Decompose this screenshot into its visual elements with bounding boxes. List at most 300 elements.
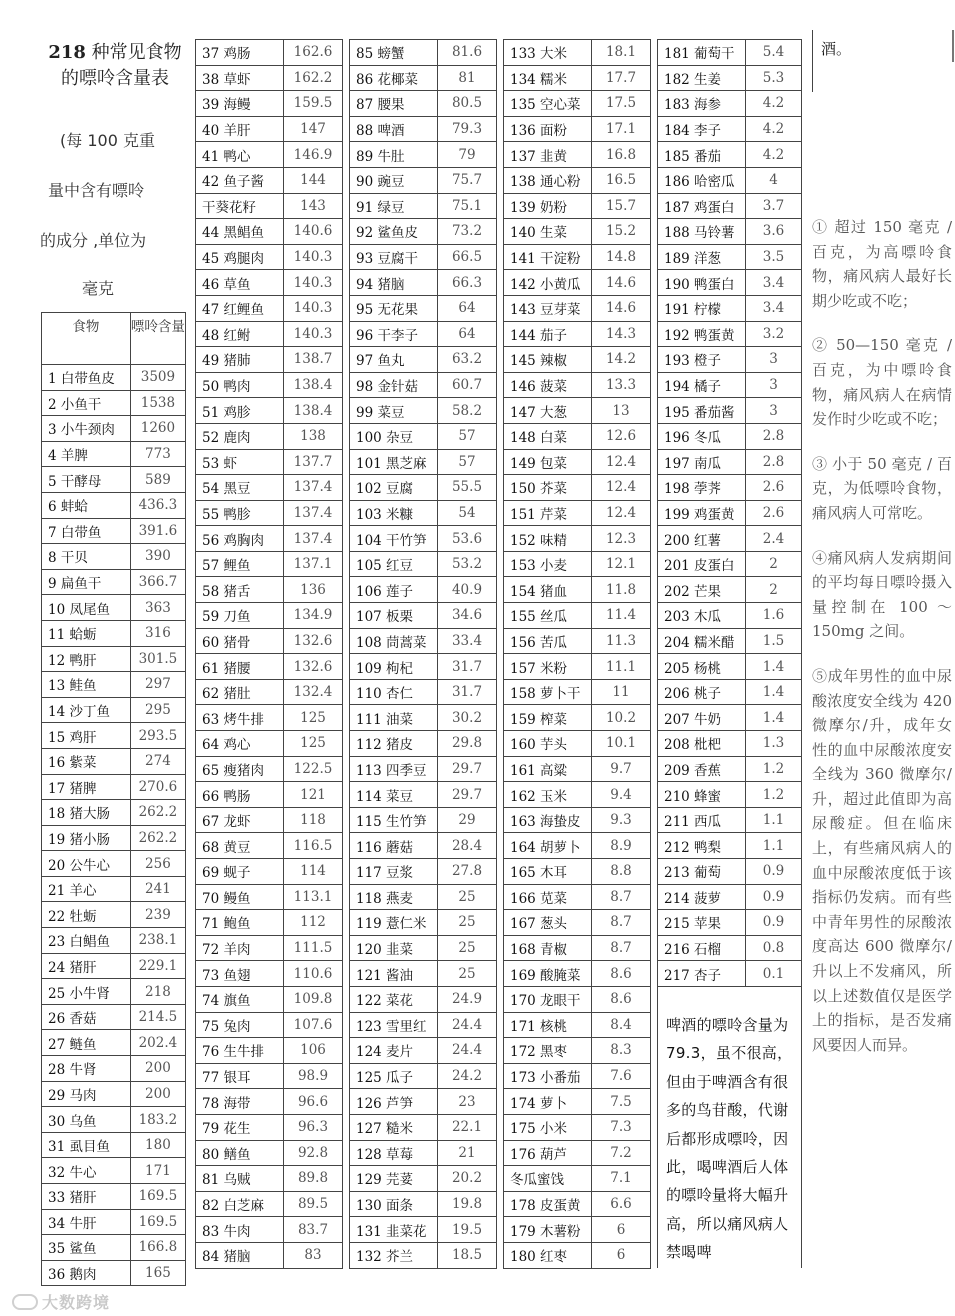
table-row [350, 935, 497, 961]
table-row [42, 979, 186, 1005]
purine-value: 121 [284, 782, 343, 808]
food-name: 193 橙子 [658, 347, 746, 373]
purine-value: 301.5 [130, 646, 185, 672]
food-name: 120 韭菜 [350, 935, 438, 961]
table-row [42, 1056, 186, 1082]
purine-value: 316 [130, 620, 185, 646]
purine-value: 122.5 [284, 756, 343, 782]
beer-note-tail: 酒。 [812, 30, 952, 92]
food-name: 176 葫芦 [504, 1140, 592, 1166]
purine-value: 1.5 [746, 628, 802, 654]
table-row [350, 347, 497, 373]
table-row [196, 372, 343, 398]
table-row [504, 910, 651, 936]
purine-value: 10.2 [592, 705, 651, 731]
food-name: 165 木耳 [504, 859, 592, 885]
table-row [42, 1081, 186, 1107]
purine-value: 134.9 [284, 603, 343, 629]
table-row [42, 672, 186, 698]
table-row [504, 423, 651, 449]
table-row [196, 577, 343, 603]
food-name: 83 牛肉 [196, 1217, 284, 1243]
food-name: 80 鳝鱼 [196, 1140, 284, 1166]
table-row [350, 449, 497, 475]
food-name: 108 茼蒿菜 [350, 628, 438, 654]
food-name: 183 海参 [658, 91, 746, 117]
food-name: 172 黑枣 [504, 1038, 592, 1064]
purine-value: 19.5 [438, 1217, 497, 1243]
food-name: 60 猪骨 [196, 628, 284, 654]
table-row [350, 295, 497, 321]
purine-value: 83 [284, 1242, 343, 1268]
food-name: 39 海鳗 [196, 91, 284, 117]
food-name: 28 牛肾 [42, 1056, 131, 1082]
food-name: 173 小番茄 [504, 1063, 592, 1089]
food-name: 6 蚌蛤 [42, 492, 131, 518]
purine-value: 297 [130, 672, 185, 698]
table-row [504, 756, 651, 782]
food-name: 129 芫荽 [350, 1166, 438, 1192]
table-row [658, 884, 802, 910]
table-row [504, 1012, 651, 1038]
purine-value: 137.1 [284, 551, 343, 577]
purine-value: 125 [284, 731, 343, 757]
food-name: 19 猪小肠 [42, 825, 131, 851]
purine-value: 132.4 [284, 679, 343, 705]
note-3: ③ 小于 50 毫克 / 百克，为低嘌呤食物，痛风病人可常吃。 [812, 454, 952, 522]
food-name: 4 羊脾 [42, 441, 131, 467]
purine-value: 11.1 [592, 654, 651, 680]
purine-value: 229.1 [130, 953, 185, 979]
purine-table-1 [41, 312, 186, 1286]
food-name: 29 马肉 [42, 1081, 131, 1107]
food-name: 204 糯米醋 [658, 628, 746, 654]
food-name: 164 胡萝卜 [504, 833, 592, 859]
purine-value: 73.2 [438, 219, 497, 245]
food-name: 152 味精 [504, 526, 592, 552]
food-name: 207 牛奶 [658, 705, 746, 731]
table-row [504, 859, 651, 885]
table-row [658, 142, 802, 168]
table-row [504, 628, 651, 654]
subtitle-line-2: 量中含有嘌呤 [48, 181, 145, 200]
food-name: 27 鲢鱼 [42, 1030, 131, 1056]
food-name: 107 板栗 [350, 603, 438, 629]
purine-value: 241 [130, 876, 185, 902]
table-row [350, 423, 497, 449]
food-name: 109 枸杞 [350, 654, 438, 680]
table-row [42, 953, 186, 979]
food-name: 199 鸡蛋黄 [658, 500, 746, 526]
food-name: 91 绿豆 [350, 193, 438, 219]
purine-value: 83.7 [284, 1217, 343, 1243]
purine-value: 1.1 [746, 807, 802, 833]
purine-value: 200 [130, 1056, 185, 1082]
purine-value: 1.4 [746, 679, 802, 705]
table-row [196, 1089, 343, 1115]
food-name: 90 豌豆 [350, 167, 438, 193]
table-row [658, 398, 802, 424]
food-name: 68 黄豆 [196, 833, 284, 859]
food-name: 96 干李子 [350, 321, 438, 347]
purine-value: 58.2 [438, 398, 497, 424]
purine-value: 3.2 [746, 321, 802, 347]
table-row [658, 295, 802, 321]
table-row [658, 782, 802, 808]
purine-value: 363 [130, 595, 185, 621]
food-name: 93 豆腐干 [350, 244, 438, 270]
purine-value: 137.4 [284, 526, 343, 552]
table-row [504, 782, 651, 808]
purine-value: 270.6 [130, 774, 185, 800]
purine-value: 118 [284, 807, 343, 833]
food-name: 11 蛤蛎 [42, 620, 131, 646]
food-name: 54 黑豆 [196, 475, 284, 501]
table-row [42, 1132, 186, 1158]
purine-value: 14.6 [592, 270, 651, 296]
purine-value: 12.1 [592, 551, 651, 577]
food-name: 74 旗鱼 [196, 986, 284, 1012]
food-name: 137 韭黄 [504, 142, 592, 168]
table-row [350, 679, 497, 705]
purine-value: 274 [130, 748, 185, 774]
purine-value: 18.5 [438, 1242, 497, 1268]
table-row [350, 40, 497, 66]
food-name: 98 金针菇 [350, 372, 438, 398]
purine-value: 137.4 [284, 475, 343, 501]
purine-value: 11.4 [592, 603, 651, 629]
food-name: 44 黑鲳鱼 [196, 219, 284, 245]
table-row [196, 347, 343, 373]
food-name: 166 苋菜 [504, 884, 592, 910]
table-row [350, 219, 497, 245]
table-row [350, 142, 497, 168]
table-row [196, 1038, 343, 1064]
table-row [42, 902, 186, 928]
purine-value: 28.4 [438, 833, 497, 859]
table-row [196, 807, 343, 833]
purine-value: 57 [438, 449, 497, 475]
table-row [658, 65, 802, 91]
food-name: 133 大米 [504, 40, 592, 66]
purine-value: 5.3 [746, 65, 802, 91]
header-purine: 嘌呤含量 [130, 313, 185, 365]
food-name: 24 猪肝 [42, 953, 131, 979]
purine-value: 4.2 [746, 91, 802, 117]
food-name: 48 红鲋 [196, 321, 284, 347]
purine-value: 9.3 [592, 807, 651, 833]
table-row [504, 731, 651, 757]
purine-value: 25 [438, 910, 497, 936]
purine-value: 4.2 [746, 142, 802, 168]
table-row [42, 1184, 186, 1210]
food-name: 155 丝瓜 [504, 603, 592, 629]
table-row [350, 859, 497, 885]
food-name: 9 扁鱼干 [42, 569, 131, 595]
purine-value: 17.5 [592, 91, 651, 117]
table-row [504, 347, 651, 373]
purine-value: 25 [438, 961, 497, 987]
purine-value: 436.3 [130, 492, 185, 518]
purine-value: 13.3 [592, 372, 651, 398]
table-row [504, 935, 651, 961]
food-name: 213 葡萄 [658, 859, 746, 885]
table-row [350, 807, 497, 833]
food-name: 143 豆芽菜 [504, 295, 592, 321]
food-name: 69 蚬子 [196, 859, 284, 885]
table-row [196, 1063, 343, 1089]
purine-value: 7.5 [592, 1089, 651, 1115]
table-row [196, 782, 343, 808]
food-name: 89 牛肚 [350, 142, 438, 168]
table-row [196, 1114, 343, 1140]
table-row [504, 270, 651, 296]
purine-value: 66.5 [438, 244, 497, 270]
food-name: 195 番茄酱 [658, 398, 746, 424]
purine-value: 3.4 [746, 270, 802, 296]
food-name: 169 酸腌菜 [504, 961, 592, 987]
notes-section [812, 215, 952, 1057]
food-name: 118 燕麦 [350, 884, 438, 910]
purine-value: 162.2 [284, 65, 343, 91]
table-row [196, 270, 343, 296]
purine-value: 3.5 [746, 244, 802, 270]
food-name: 150 芥菜 [504, 475, 592, 501]
subtitle-line-1: (每 100 克重 [60, 131, 155, 150]
purine-value: 25 [438, 935, 497, 961]
table-row [350, 116, 497, 142]
purine-value: 66.3 [438, 270, 497, 296]
table-row [658, 423, 802, 449]
table-row [350, 654, 497, 680]
table-row [350, 1038, 497, 1064]
purine-value: 180 [130, 1132, 185, 1158]
food-name: 40 羊肝 [196, 116, 284, 142]
food-name: 175 小米 [504, 1114, 592, 1140]
purine-value: 8.7 [592, 935, 651, 961]
food-name: 151 芹菜 [504, 500, 592, 526]
table-row [42, 544, 186, 570]
food-name: 25 小牛肾 [42, 979, 131, 1005]
purine-value: 166.8 [130, 1235, 185, 1261]
table-row [42, 595, 186, 621]
purine-value: 31.7 [438, 654, 497, 680]
food-name: 51 鸡胗 [196, 398, 284, 424]
food-name: 148 白菜 [504, 423, 592, 449]
purine-value: 16.5 [592, 167, 651, 193]
table-row [42, 1107, 186, 1133]
food-name: 115 生竹笋 [350, 807, 438, 833]
purine-value: 6 [592, 1217, 651, 1243]
food-name: 141 干淀粉 [504, 244, 592, 270]
food-name: 113 四季豆 [350, 756, 438, 782]
purine-value: 159.5 [284, 91, 343, 117]
purine-value: 169.5 [130, 1209, 185, 1235]
table-row [658, 603, 802, 629]
food-name: 75 兔肉 [196, 1012, 284, 1038]
food-name: 216 石榴 [658, 935, 746, 961]
table-header-row [42, 313, 186, 365]
table-row [42, 646, 186, 672]
food-name: 117 豆浆 [350, 859, 438, 885]
purine-value: 2.8 [746, 423, 802, 449]
table-row [504, 321, 651, 347]
purine-value: 8.8 [592, 859, 651, 885]
purine-value: 30.2 [438, 705, 497, 731]
food-name: 153 小麦 [504, 551, 592, 577]
purine-value: 214.5 [130, 1004, 185, 1030]
note-2: ② 50—150 毫克 / 百克，为中嘌呤食物，痛风病人在病情发作时少吃或不吃； [812, 336, 952, 429]
table-row [658, 116, 802, 142]
food-name: 65 瘦猪肉 [196, 756, 284, 782]
food-name: 111 油菜 [350, 705, 438, 731]
food-name: 194 橘子 [658, 372, 746, 398]
table-row [42, 876, 186, 902]
purine-value: 14.6 [592, 295, 651, 321]
food-name: 181 葡萄干 [658, 40, 746, 66]
food-name: 147 大葱 [504, 398, 592, 424]
purine-value: 31.7 [438, 679, 497, 705]
purine-value: 1.1 [746, 833, 802, 859]
purine-value: 0.9 [746, 910, 802, 936]
purine-value: 98.9 [284, 1063, 343, 1089]
table-row [504, 244, 651, 270]
table-row [42, 492, 186, 518]
purine-value: 116.5 [284, 833, 343, 859]
table-row [350, 603, 497, 629]
table-row [504, 1038, 651, 1064]
purine-value: 81 [438, 65, 497, 91]
food-name: 77 银耳 [196, 1063, 284, 1089]
subtitle-line-4: 毫克 [82, 279, 115, 298]
title-number: 218 [48, 42, 86, 63]
purine-value: 5.4 [746, 40, 802, 66]
table-row [504, 167, 651, 193]
food-name: 21 羊心 [42, 876, 131, 902]
purine-value: 589 [130, 467, 185, 493]
table-row [350, 1191, 497, 1217]
food-name: 198 荸荠 [658, 475, 746, 501]
table-row [658, 449, 802, 475]
purine-value: 144 [284, 167, 343, 193]
purine-value: 4 [746, 167, 802, 193]
food-name: 1 白带鱼皮 [42, 365, 131, 391]
purine-value: 146.9 [284, 142, 343, 168]
food-name: 196 冬瓜 [658, 423, 746, 449]
food-name: 167 葱头 [504, 910, 592, 936]
table-row [196, 679, 343, 705]
purine-value: 24.4 [438, 1038, 497, 1064]
table-row [658, 347, 802, 373]
purine-value: 0.9 [746, 859, 802, 885]
purine-value: 64 [438, 321, 497, 347]
food-name: 106 莲子 [350, 577, 438, 603]
table-row [504, 986, 651, 1012]
table-row [658, 40, 802, 66]
purine-value: 262.2 [130, 800, 185, 826]
table-row [504, 1114, 651, 1140]
table-row [350, 1166, 497, 1192]
food-name: 122 菜花 [350, 986, 438, 1012]
purine-value: 8.7 [592, 910, 651, 936]
table-row [504, 1217, 651, 1243]
purine-value: 17.7 [592, 65, 651, 91]
food-name: 59 刀鱼 [196, 603, 284, 629]
table-row [196, 321, 343, 347]
purine-value: 200 [130, 1081, 185, 1107]
purine-table-3 [349, 39, 497, 1269]
purine-value: 256 [130, 851, 185, 877]
purine-value: 114 [284, 859, 343, 885]
table-row [42, 1260, 186, 1286]
table-row [350, 986, 497, 1012]
purine-value: 2.6 [746, 475, 802, 501]
purine-value: 0.9 [746, 884, 802, 910]
food-name: 124 麦片 [350, 1038, 438, 1064]
food-name: 26 香菇 [42, 1004, 131, 1030]
food-name: 170 龙眼干 [504, 986, 592, 1012]
table-row [196, 1217, 343, 1243]
purine-value: 3 [746, 398, 802, 424]
table-row [504, 603, 651, 629]
food-name: 94 猪脑 [350, 270, 438, 296]
purine-value: 12.6 [592, 423, 651, 449]
table-row [196, 731, 343, 757]
table-row [350, 1140, 497, 1166]
food-name: 188 马铃薯 [658, 219, 746, 245]
purine-value: 1538 [130, 390, 185, 416]
table-row [658, 705, 802, 731]
table-row [504, 577, 651, 603]
table-row [196, 91, 343, 117]
food-name: 5 干酵母 [42, 467, 131, 493]
purine-value: 3.6 [746, 219, 802, 245]
purine-value: 9.7 [592, 756, 651, 782]
food-name: 206 桃子 [658, 679, 746, 705]
food-name: 126 芦笋 [350, 1089, 438, 1115]
food-name: 154 猪血 [504, 577, 592, 603]
table-row [504, 551, 651, 577]
food-name: 47 红鲤鱼 [196, 295, 284, 321]
purine-value: 171 [130, 1158, 185, 1184]
purine-value: 55.5 [438, 475, 497, 501]
table-row [658, 500, 802, 526]
food-name: 186 哈密瓜 [658, 167, 746, 193]
table-row [42, 441, 186, 467]
title-text: 种常见食物的嘌呤含量表 [61, 42, 182, 89]
purine-value: 53.2 [438, 551, 497, 577]
purine-value: 113.1 [284, 884, 343, 910]
purine-value: 53.6 [438, 526, 497, 552]
food-name: 182 生姜 [658, 65, 746, 91]
table-row [658, 654, 802, 680]
food-name: 144 茄子 [504, 321, 592, 347]
purine-value: 12.3 [592, 526, 651, 552]
purine-value: 1.3 [746, 731, 802, 757]
purine-value: 13 [592, 398, 651, 424]
purine-value: 96.6 [284, 1089, 343, 1115]
purine-value: 11.8 [592, 577, 651, 603]
purine-value: 136 [284, 577, 343, 603]
table-row [350, 244, 497, 270]
food-name: 95 无花果 [350, 295, 438, 321]
food-name: 7 白带鱼 [42, 518, 131, 544]
food-name: 30 乌鱼 [42, 1107, 131, 1133]
table-row [196, 1012, 343, 1038]
table-row [350, 193, 497, 219]
table-row [42, 723, 186, 749]
food-name: 179 木薯粉 [504, 1217, 592, 1243]
